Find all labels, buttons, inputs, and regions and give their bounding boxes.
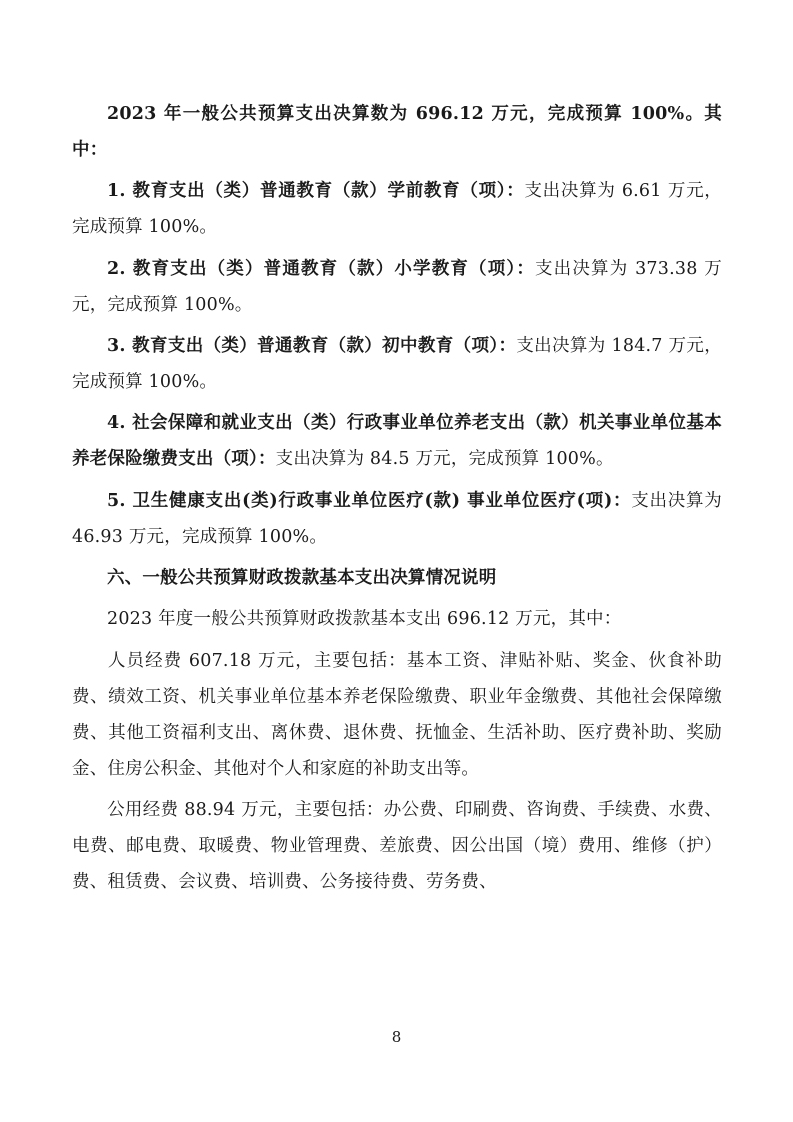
paragraph-public-expenses bbox=[72, 792, 722, 900]
paragraph-text: 人员经费 607.18 万元，主要包括：基本工资、津贴补贴、奖金、伙食补助费、绩效工资、机关事业单位基本养老保险缴费、职业年金缴费、其他社会保障缴费、其他工资福利支出、离休费、退休费、抚恤金、生活补助、医疗费补助、奖励金、住房公积金、其他对个人和家庭的补助支出等。 bbox=[72, 650, 722, 779]
paragraph-bold-lead: 5. 卫生健康支出(类)行政事业单位医疗(款) 事业单位医疗(项)： bbox=[107, 490, 632, 511]
paragraph-bold-lead: 3. 教育支出（类）普通教育（款）初中教育（项）： bbox=[107, 336, 517, 357]
section-heading-six bbox=[72, 560, 722, 596]
paragraph-bold-lead: 4. 社会保障和就业支出（类）行政事业单位养老支出（款）机关事业单位基本养老保险缴费支出（项）： bbox=[72, 413, 722, 470]
paragraph-bold-lead: 1. 教育支出（类）普通教育（款）学前教育（项）： bbox=[107, 181, 525, 202]
paragraph-bold-lead: 2023 年一般公共预算支出决算数为 696.12 万元，完成预算 100%。其中： bbox=[72, 104, 722, 161]
page-number: 8 bbox=[391, 1028, 402, 1046]
document-body bbox=[72, 96, 722, 905]
paragraph-item-2 bbox=[72, 251, 722, 323]
paragraph-item-4 bbox=[72, 405, 722, 477]
paragraph-text: 2023 年度一般公共预算财政拨款基本支出 696.12 万元，其中： bbox=[107, 609, 622, 630]
paragraph-item-1 bbox=[72, 173, 722, 245]
paragraph-text: 支出决算为 184.7 万元，完成预算 100%。 bbox=[72, 336, 722, 393]
paragraph-personnel-expenses bbox=[72, 643, 722, 787]
paragraph-text: 公用经费 88.94 万元，主要包括：办公费、印刷费、咨询费、手续费、水费、电费、邮电费、取暖费、物业管理费、差旅费、因公出国（境）费用、维修（护）费、租赁费、会议费、培训费、公务接待费、劳务费、 bbox=[72, 800, 722, 893]
paragraph-text: 支出决算为 46.93 万元，完成预算 100%。 bbox=[72, 490, 723, 547]
paragraph-text: 支出决算为 6.61 万元，完成预算 100%。 bbox=[72, 181, 722, 238]
section-heading-text: 六、一般公共预算财政拨款基本支出决算情况说明 bbox=[107, 568, 497, 589]
paragraph-text: 支出决算为 84.5 万元，完成预算 100%。 bbox=[275, 449, 614, 470]
paragraph-item-5 bbox=[72, 483, 722, 555]
paragraph-bold-lead: 2. 教育支出（类）普通教育（款）小学教育（项）： bbox=[107, 258, 535, 279]
paragraph-budget-total bbox=[72, 96, 722, 168]
paragraph-basic-expenditure-total bbox=[72, 601, 722, 637]
paragraph-item-3 bbox=[72, 328, 722, 400]
paragraph-text: 支出决算为 373.38 万元，完成预算 100%。 bbox=[72, 258, 722, 315]
